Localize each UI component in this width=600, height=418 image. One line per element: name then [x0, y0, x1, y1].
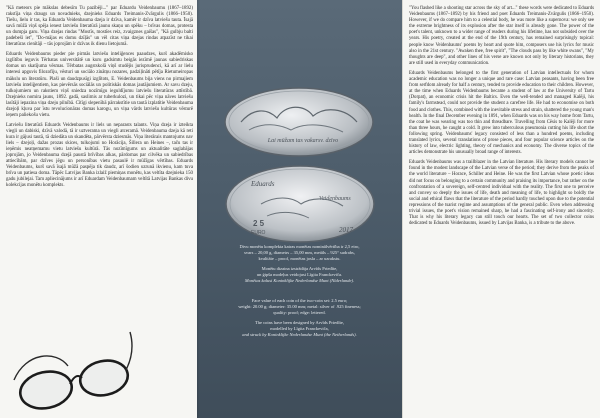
caption-latvian — [203, 244, 396, 283]
latvian-text-column — [0, 0, 197, 418]
caption-en-line-2: weight: 20.00 g; diameter: 35.00 mm; metal: silver of .925 fineness; — [238, 303, 361, 309]
en-paragraph-1: "You flashed like a shooting star across the sky of art..." these words were dedicated to Eduards Veidenbaums (1867–1892) by his friend and poet Eduards Treimanis-Zvārgulis (1866–1950). However, if we do compare him to a celestial body, he was more like a supernova: we only see the extreme brightness of its explosion after the star itself is already gone. The power of the poet's talent, unknown to a wider range of readers during his lifetime, has not subsided over the years. His poetry, created at the end of the 19th century, has remained surprisingly topical: people know Veidenbaums' poems by heart and quote him, composers use his lyrics for music also in the 21st century. "Awaken thee, free spirit", "The clouds pass by like white swans", "My thoughts are deep", and other lines of his verse are known not only by literary historians, they are still used in everyday communication. — [409, 6, 594, 66]
coin-reverse-image — [221, 160, 379, 246]
lv-paragraph-1: "Kā meteors pie mākslas debesīm Tu pazibēji..." par Eduardu Veidenbaumu (1867–1892) rakstīja viņa draugs un novadnieks, dzejnieks Eduards Treimanis-Zvārgulis (1866–1950). Tiešu, lielu ir tas, ka Eduarda Veidenbauma dzeja ir dzīva, kamēr ir dzīva latviešu tauta. Īsajā savā mūžā viņš spēja ienest latviešu literatūrā jaunu skaņu un spēku – brīvas domas, protesta un dumpja garu. Viņa dzejas rindas "Mostīs, mostīes reiz, zvaigznes gaišas", "Kā gulbju balti padebeši iet", "Do-mājas es domu dzīļās" un vēl citas viņa dzejas rindas atpazīst ne tikai literatūras cienītāji – tās joprojām ir dzīvas ik dienu lietojumā. — [6, 6, 193, 48]
caption-en-line-6: and struck by Koninklijke Nederlandse Munt (the Netherlands). — [242, 331, 357, 337]
coin-year: 2017 — [339, 226, 353, 234]
caption-en-line-5: modelled by Līgita Franckeviča, — [270, 325, 329, 331]
caption-lv-line-5: un ģipša modeļus veidojusi Līgita Franckeviča. — [256, 271, 343, 277]
caption-lv-line-6: Monētas kalusi Koninklijke Nederlandse Munt (Nīderlande). — [244, 277, 355, 283]
en-paragraph-3: Eduards Veidenbaums was a trailblazer in the Latvian literature. His literary models cannot be found in the modest landscape of the Latvian verse of the period; they derive from the peaks of the world literature – Horace, Schiller and Heine. He was the first Latvian whose poetic ideas did not focus on belonging to a certain community and praising its importance, but rather on the confrontation of a sovereign, self-centred individual with the reality. The first one to perceive and convey so deeply the issues of life, death and meaning of life, to highlight so boldly the social and ethical flaws that the literature of the period hardly touched upon due to the potential repressions of the tsarist regime and assumptions of the general public. Even when addressing trivial issues, the poet's vision remained sharp, he had a fascinating self-irony and sincerity. That is why his literary legacy can still touch our hearts. The set of two collector coins dedicated to Eduards Veidenbaums, issued by Latvijas Banka, is a tribute to the above. — [409, 160, 594, 227]
caption-en-line-4: The coins have been designed by Arvīds Priedīte, — [255, 319, 344, 325]
lv-paragraph-3: Latviešu literatūrā Eduards Veidenbaums ir liels un neparasts talants. Viņa dzeja ir izteikta viegli un dabiski, dzīvā valodā, tā ir uztverama un viegli atceramā. Veidenbauma dzeja kā reti kura ir gājusi tautā, tā dziedāta un skandēta, pārvērsta dziesmās. Viņa literārais mantojums nav liels – dzejoļi, dažas prozas skices, tulkojumi no Horācija, Šillera un Heines –, taču tas ir ieņēmis neatņemamu vietu latviešu kultūrā. Tās nozīmīgums un aktualitāte saglabājas joprojām, jo Veidenbauma dzejā paustā brīvības alkas, pārdomas par cilvēka un sabiedrības attiecībām, par dzīves jēgu un personības vietu pasaulē ir mūžīgas vērtības. Eduards Veidenbaums, kurš savā īsajā mūžā paspēja tik daudz, arī šodien uzrunā ikvienu, kam tuva brīva un patiesa doma. Tāpēc Latvijas Banka izlaiž piemiņas monētu, kas veltīta dzejnieka 150 gadu jubilejai. Tam apliecinājums ir arī Eduardam Veidenbaumam veltītā Latvijas Bankas divu kolekcijas monētu komplekts. — [6, 122, 193, 189]
coin-panel — [197, 0, 402, 418]
caption-en-line-3: quality: proof; edge: lettered. — [273, 309, 326, 315]
coin-value: 2 5 — [253, 219, 265, 228]
coin-surname: Veidenbaums — [319, 196, 351, 202]
caption-en-line-1: Face value of each coin of the two-coin set: 2.5 euro; — [251, 298, 348, 303]
caption-english — [203, 298, 396, 337]
fold-shadow-left — [197, 0, 200, 418]
caption-lv-line-2: svars – 20,00 g, diametrs – 35,00 mm, metāls – 925° sudrabs, — [244, 249, 355, 255]
english-text-column — [402, 0, 600, 418]
coin-name: Eduards — [251, 180, 275, 188]
reading-glasses-icon — [6, 322, 136, 416]
lv-paragraph-2: Eduards Veidenbaums pieder pie pirmās latviešu inteliģences paaudzes, kurš akadēmisko izglītību ieguvis Tērbatas universitātē un kuru gadsimtu beigās iezīmē jaunas sabiedriskas domas un skatījuma vēsmas. Tērbatas augstskolā viņš studējis jurisprudenci, kā arī ar lielu interesi apguvis filozofiju, vēsturi un sociālo zinātņu nozares, padziļināti pētīja Rietumeiropas mākslu un literatūru. Plaši un daudzpusīgi izglītots, E. Veidenbaums bija viens no pirmajiem latviešu inteliģentiem, kas pievērsās sociālās un politiskās domas jautājumiem. Ar savu dzeju, tulkojumiem un rakstiem viņš sniedza nozīmīgu ieguldījumu latviešu literatūras attīstībā. Dzejnieks nomira jauns, 1892. gadā, saslimis ar tuberkulozi, un tikai pēc viņa nāves latviešu lasītāji iepazina viņa dzeju pilnībā. Cītīgi slepenībā pārrakstītie un tautā izplatītie Veidenbauma dzejoļi kļuva par īstu revolucionāras domas karogu, un viņa vārds latviešu kultūras vēsturē ieņem paliekošu vietu. — [6, 52, 193, 118]
caption-lv-line-1: Divu monētu komplekta katras monētas nominālvērtība ir 2,5 eiro, — [239, 244, 360, 249]
coin-obverse-image — [219, 82, 379, 157]
coin-unit: EURO — [251, 230, 266, 236]
en-paragraph-2: Eduards Veidenbaums belonged to the first generation of Latvian intellectuals for whom academic education was no longer a unique and rare case: Latvian peasants, having been free from serfdom already for half a century, tended to provide education to their children. However, at the time when Eduards Veidenbaums became a student of law at the University of Tartu (Dorpat), an economic crisis hit the Baltics. Even the well-tended and managed Kalēji, his family's farmstead, could not provide the student a carefree life. He had to economise on both food and clothes. This, combined with the inevitable stress and strain, shattered the young man's health. In the final December evening in 1891, when Eduards was on his way home from Tartu, the coat he was wearing was too thin and threadbare. Travelling from Cēsis to Kalēji for more than three hours, he caught a cold. It grew into tuberculous pneumonia cutting his life short the following spring. Veidenbaums' legacy consisted of less than a hundred poems, including translated lyrics, several translations of prose pieces, and four popular science articles on the history of law, electric lighting, theory of mechanics and economy. The diverse topics of the articles demonstrate his unusually broad range of interests. — [409, 70, 594, 156]
caption-lv-line-3: kvalitāte – proof, monētas josla – ar uzrakstu. — [258, 255, 341, 261]
caption-lv-line-4: Monētu dizaina izstrādāja Arvīds Priedīte, — [261, 265, 338, 271]
coin-motto: Lai mūžam tas vakarsv. dzīvo — [267, 138, 339, 144]
